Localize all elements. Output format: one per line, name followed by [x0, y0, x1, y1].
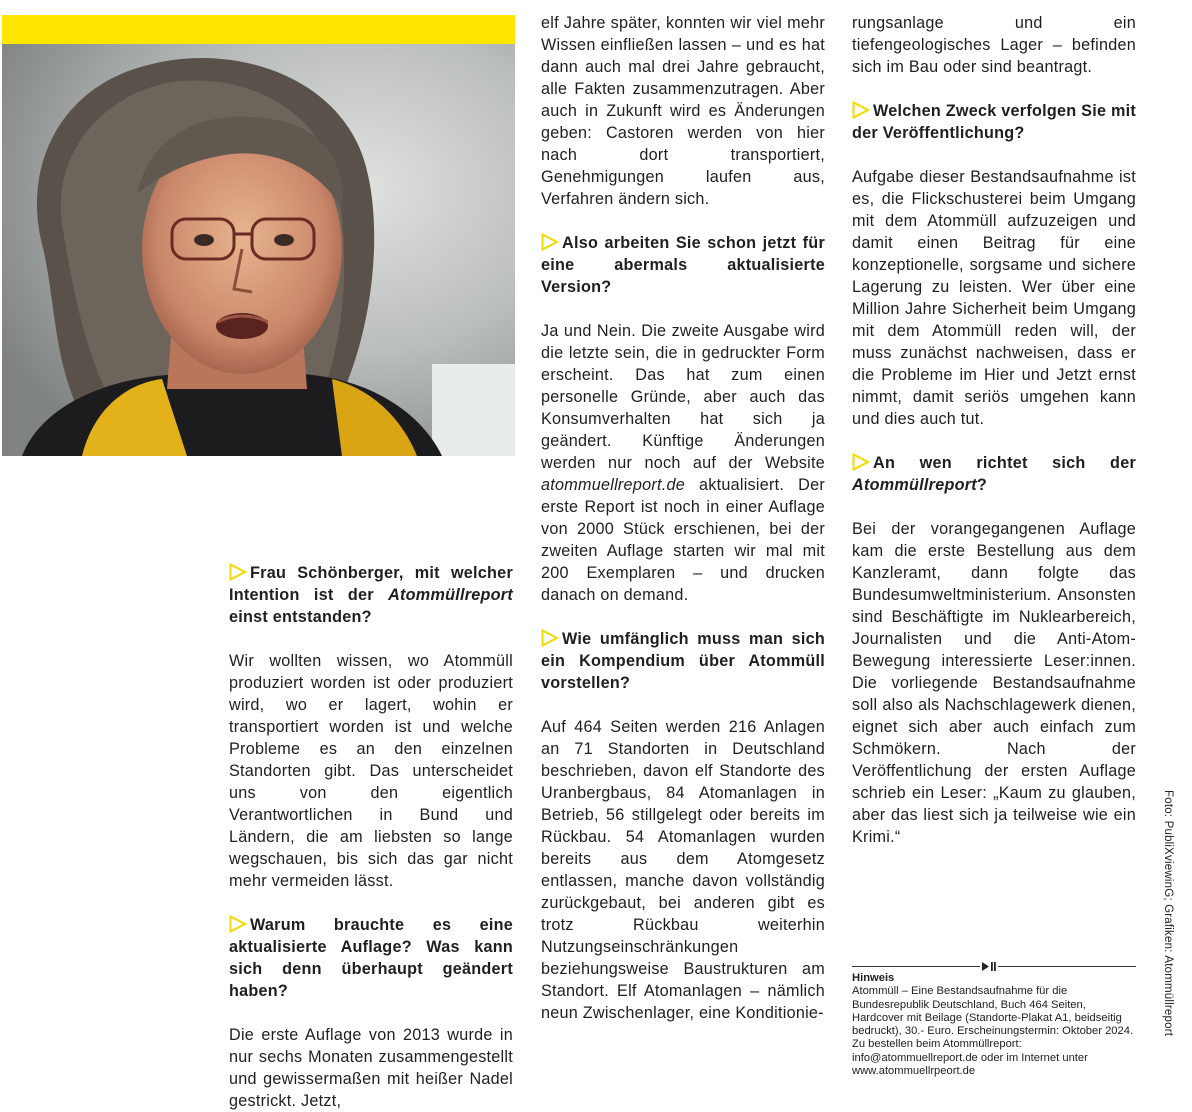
question-next-version: Also arbeiten Sie schon jetzt für eine abermals aktualisierte Version?	[541, 234, 825, 296]
answer-compendium-continued: rungsanlage und ein tiefengeologisches Lager – befinden sich im Bau oder sind beantragt.	[852, 14, 1136, 76]
triangle-marker-icon	[541, 629, 559, 647]
question-audience: An wen richtet sich der Atommüllreport?	[852, 454, 1136, 494]
info-box	[852, 962, 1136, 1078]
triangle-marker-icon	[541, 233, 559, 251]
question-intention: Frau Schönberger, mit welcher Intention ist der Atommüllreport einst entstanden?	[229, 564, 513, 626]
triangle-marker-icon	[229, 915, 247, 933]
question-compendium: Wie umfänglich muss man sich ein Kompendium über Atommüll vorstellen?	[541, 630, 825, 692]
answer-next-version: Ja und Nein. Die zweite Ausgabe wird die letzte sein, die in gedruckter Form erscheint. Das hat zum einen personelle Gründe, aber auch das Konsumverhalten hat sich ja geändert. Künftige Änderungen werden nur noch auf der Website atommuellreport.de aktualisiert. Der erste Report ist noch in einer Auflage von 2000 Stück erschienen, bei der zweiten Auflage starten wir mal mit 200 Exemplaren – und drucken danach on demand.	[541, 322, 825, 604]
column-1	[229, 562, 513, 1112]
accent-bar	[2, 15, 515, 44]
answer-intention: Wir wollten wissen, wo Atommüll produziert worden ist oder produziert wird, wo er lagert, wohin er transportiert worden ist und welche Probleme es an den einzelnen Standorten gibt. Das unterscheidet uns von den eigentlich Verantwortlichen in Bund und Ländern, die am liebsten so lange wegschauen, bis sich das gar nicht mehr vermeiden lässt.	[229, 652, 513, 890]
answer-audience: Bei der vorangegangenen Auflage kam die erste Bestellung aus dem Kanzleramt, dann folgte das Bundesumweltministerium. Ansonsten sind Beschäftigte im Nuklearbereich, Journalisten und die Anti-Atom-Bewegung interessierte Leser:innen. Die vorliegende Bestandsaufnahme soll also als Nachschlagewerk dienen, eignet sich aber auch einfach zum Schmökern. Nach der Veröffentlichung der ersten Auflage schrieb ein Leser: „Kaum zu glauben, aber das liest sich ja teilweise wie ein Krimi.“	[852, 520, 1136, 846]
triangle-marker-icon	[852, 453, 870, 471]
portrait-illustration	[2, 44, 515, 456]
question-purpose: Welchen Zweck verfolgen Sie mit der Veröffentlichung?	[852, 102, 1136, 142]
column-2	[541, 12, 825, 1024]
answer-purpose: Aufgabe dieser Bestandsaufnahme ist es, die Flickschusterei beim Umgang mit dem Atommüll aufzuzeigen und damit einen Beitrag für eine konzeptionelle, sorgsame und sichere Lagerung zu leisten. Wer über eine Million Jahre Sicherheit beim Umgang mit dem Atommüll reden will, der muss zunächst nachweisen, dass er die Probleme im Hier und Jetzt ernst nimmt, damit seriös umgehen kann und dies auch tut.	[852, 168, 1136, 428]
play-pause-icon	[980, 961, 998, 972]
question-updated-edition: Warum brauchte es eine aktualisierte Auflage? Was kann sich denn überhaupt geändert haben?	[229, 916, 513, 1000]
triangle-marker-icon	[852, 101, 870, 119]
answer-updated-edition: Die erste Auflage von 2013 wurde in nur sechs Monaten zusammengestellt und gewissermaßen mit heißer Nadel gestrickt. Jetzt,	[229, 1026, 513, 1110]
answer-compendium: Auf 464 Seiten werden 216 Anlagen an 71 Standorten in Deutschland beschrieben, davon elf Standorte des Uranbergbaus, 84 Atomanlagen in Betrieb, 56 stillgelegt oder bereits im Rückbau. 54 Atomanlagen wurden bereits aus dem Atomgesetz entlassen, manche davon vollständig zurückgebaut, bei anderen gibt es trotz Rückbau weiterhin Nutzungseinschränkungen beziehungsweise Baustrukturen am Standort. Elf Atomanlagen – nämlich neun Zwischenlager, eine Konditionie-	[541, 718, 825, 1022]
website-link[interactable]: atommuellreport.de	[541, 476, 685, 494]
divider	[852, 962, 1136, 972]
column-3	[852, 12, 1136, 848]
info-box-text: Atommüll – Eine Bestandsaufnahme für die Bundesrepublik Deutschland, Buch 464 Seiten, Hardcover mit Beilage (Standorte-Plakat A1, beidseitig bedruckt), 30.- Euro. Erscheinungstermin: Oktober 2024. Zu bestellen beim Atommüllreport: info@atommuellreport.de oder im Internet unter www.atommuellrpeort.de	[852, 985, 1134, 1078]
photo-credit: Foto: PubliXviewinG; Grafiken: Atommüllreport	[1162, 790, 1174, 1037]
answer-updated-edition-continued: elf Jahre später, konnten wir viel mehr Wissen einfließen lassen – und es hat dann auch mal drei Jahre gebraucht, alle Fakten zusammenzutragen. Aber auch in Zukunft wird es Änderungen geben: Castoren werden von hier nach dort transportiert, Genehmigungen laufen aus, Verfahren ändern sich.	[541, 14, 825, 208]
portrait-photo	[2, 44, 515, 456]
info-box-title: Hinweis	[852, 972, 895, 984]
triangle-marker-icon	[229, 563, 247, 581]
